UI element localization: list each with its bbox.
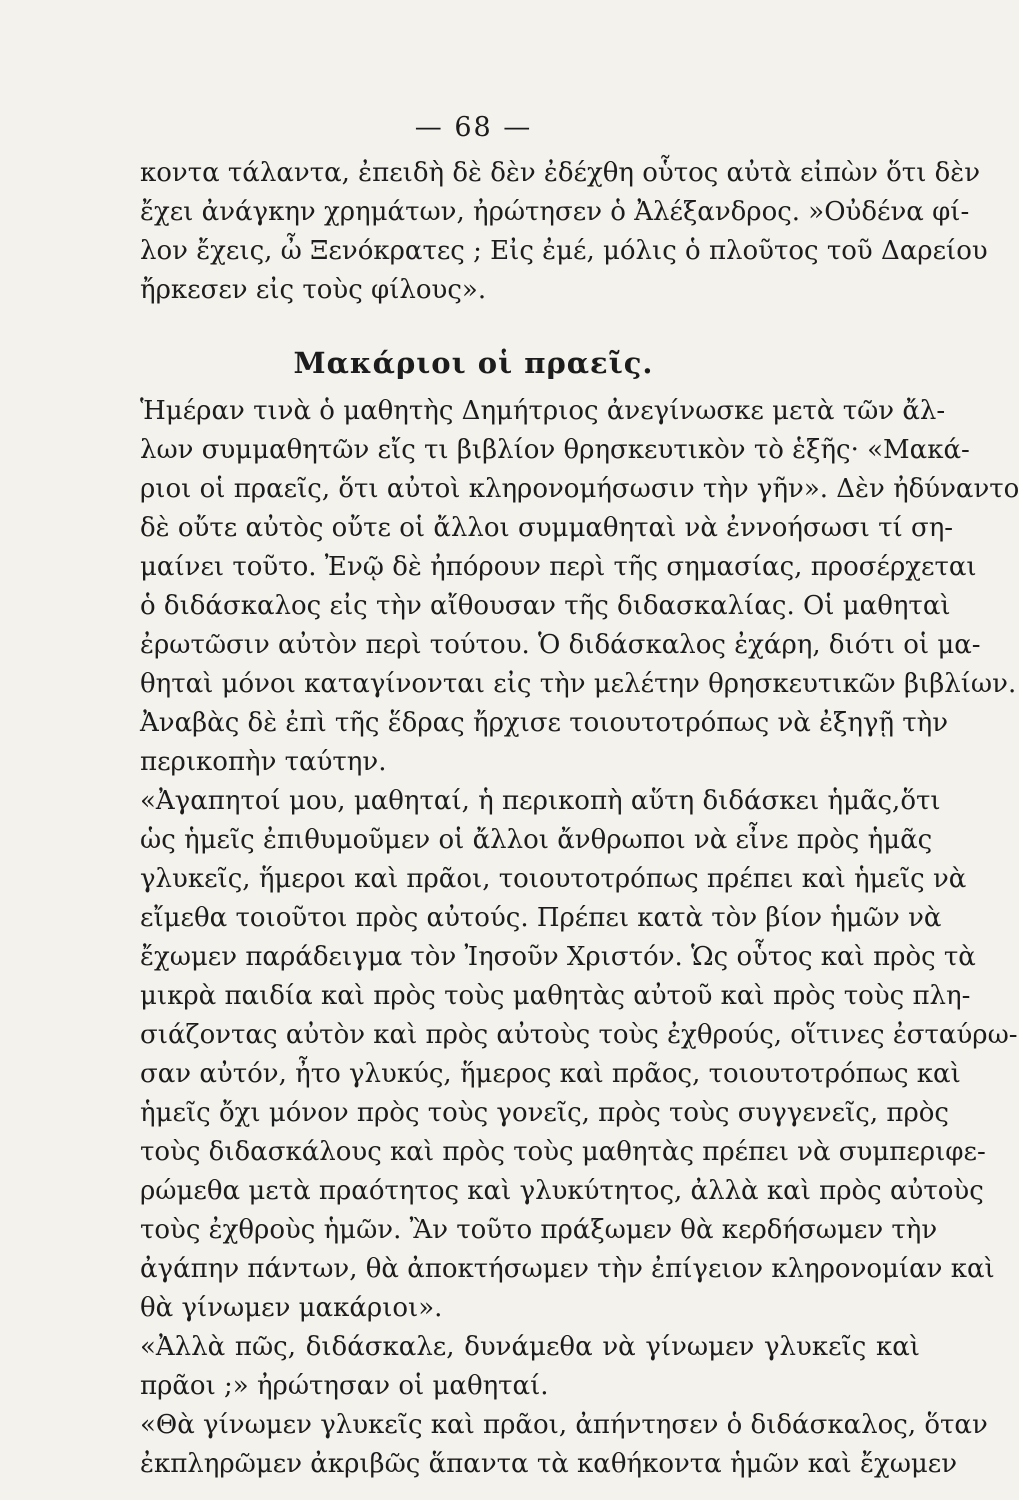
text-line: ριοι οἱ πραεῖς, ὅτι αὐτοὶ κληρονομήσωσιν τὴν γῆν». Δὲν ἠδύναντο [140,474,1019,504]
text-line: δὲ οὔτε αὐτὸς οὔτε οἱ ἄλλοι συμμαθηταὶ νὰ ἐννοήσωσι τί ση- [140,513,954,543]
text-line: μικρὰ παιδία καὶ πρὸς τοὺς μαθητὰς αὐτοῦ καὶ πρὸς τοὺς πλη- [140,981,971,1011]
section-heading: Μακάριοι οἱ πραεῖς. [293,346,654,380]
text-line: Ἀναβὰς δὲ ἐπὶ τῆς ἕδρας ἤρχισε τοιουτοτρόπως νὰ ἐξηγῇ τὴν [140,708,949,738]
text-line: κοντα τάλαντα, ἐπειδὴ δὲ δὲν ἐδέχθη οὗτος αὐτὰ εἰπὼν ὅτι δὲν [140,158,981,188]
text-line: περικοπὴν ταύτην. [140,747,387,777]
text-line: τοὺς ἐχθροὺς ἡμῶν. Ἂν τοῦτο πράξωμεν θὰ κερδήσωμεν τὴν [140,1215,938,1245]
text-line: εἴμεθα τοιοῦτοι πρὸς αὐτούς. Πρέπει κατὰ τὸν βίον ἡμῶν νὰ [140,903,942,933]
text-line: ἤρκεσεν εἰς τοὺς φίλους». [140,275,487,305]
text-line: «Θὰ γίνωμεν γλυκεῖς καὶ πρᾶοι, ἀπήντησεν ὁ διδάσκαλος, ὅταν [140,1410,988,1440]
text-line: ἔχει ἀνάγκην χρημάτων, ἠρώτησεν ὁ Ἀλέξανδρος. »Οὐδένα φί- [140,197,970,227]
text-line: τοὺς διδασκάλους καὶ πρὸς τοὺς μαθητὰς πρέπει νὰ συμπεριφε- [140,1137,986,1167]
text-line: «Ἀλλὰ πῶς, διδάσκαλε, δυνάμεθα νὰ γίνωμεν γλυκεῖς καὶ [140,1332,920,1362]
page-number: — 68 — [414,112,533,143]
text-line: ρώμεθα μετὰ πραότητος καὶ γλυκύτητος, ἀλλὰ καὶ πρὸς αὐτοὺς [140,1176,984,1206]
text-line: λον ἔχεις, ὦ Ξενόκρατες ; Εἰς ἐμέ, μόλις ὁ πλοῦτος τοῦ Δαρείου [140,236,988,266]
text-line: ὁ διδάσκαλος εἰς τὴν αἴθουσαν τῆς διδασκαλίας. Οἱ μαθηταὶ [140,591,951,621]
text-line: γλυκεῖς, ἥμεροι καὶ πρᾶοι, τοιουτοτρόπως πρέπει καὶ ἡμεῖς νὰ [140,864,967,894]
text-line: ἐρωτῶσιν αὐτὸν περὶ τούτου. Ὁ διδάσκαλος ἐχάρη, διότι οἱ μα- [140,630,981,660]
text-line: πρᾶοι ;» ἠρώτησαν οἱ μαθηταί. [140,1371,549,1401]
text-line: Ἡμέραν τινὰ ὁ μαθητὴς Δημήτριος ἀνεγίνωσκε μετὰ τῶν ἄλ- [140,396,946,426]
text-line: ὡς ἡμεῖς ἐπιθυμοῦμεν οἱ ἄλλοι ἄνθρωποι νὰ εἶνε πρὸς ἡμᾶς [140,825,933,855]
text-line: λων συμμαθητῶν εἴς τι βιβλίον θρησκευτικὸν τὸ ἑξῆς· «Μακά- [140,435,970,465]
text-line: ἡμεῖς ὄχι μόνον πρὸς τοὺς γονεῖς, πρὸς τοὺς συγγενεῖς, πρὸς [140,1098,949,1128]
text-line: ἀγάπην πάντων, θὰ ἀποκτήσωμεν τὴν ἐπίγειον κληρονομίαν καὶ [140,1254,995,1284]
text-line: ἔχωμεν παράδειγμα τὸν Ἰησοῦν Χριστόν. Ὡς οὗτος καὶ πρὸς τὰ [140,942,976,972]
body-text [140,392,1019,1484]
text-line: σιάζοντας αὐτὸν καὶ πρὸς αὐτοὺς τοὺς ἐχθρούς, οἵτινες ἐσταύρω- [140,1020,1018,1050]
text-line: «Ἀγαπητοί μου, μαθηταί, ἡ περικοπὴ αὕτη διδάσκει ἡμᾶς,ὅτι [140,786,941,816]
top-paragraph [140,154,988,310]
text-line: θηταὶ μόνοι καταγίνονται εἰς τὴν μελέτην θρησκευτικῶν βιβλίων. [140,669,1017,699]
text-line: μαίνει τοῦτο. Ἐνῷ δὲ ἠπόρουν περὶ τῆς σημασίας, προσέρχεται [140,552,977,582]
text-line: σαν αὐτόν, ἦτο γλυκύς, ἥμερος καὶ πρᾶος, τοιουτοτρόπως καὶ [140,1059,961,1089]
text-line: ἐκπληρῶμεν ἀκριβῶς ἅπαντα τὰ καθήκοντα ἡμῶν καὶ ἔχωμεν [140,1449,958,1479]
text-line: θὰ γίνωμεν μακάριοι». [140,1293,443,1323]
